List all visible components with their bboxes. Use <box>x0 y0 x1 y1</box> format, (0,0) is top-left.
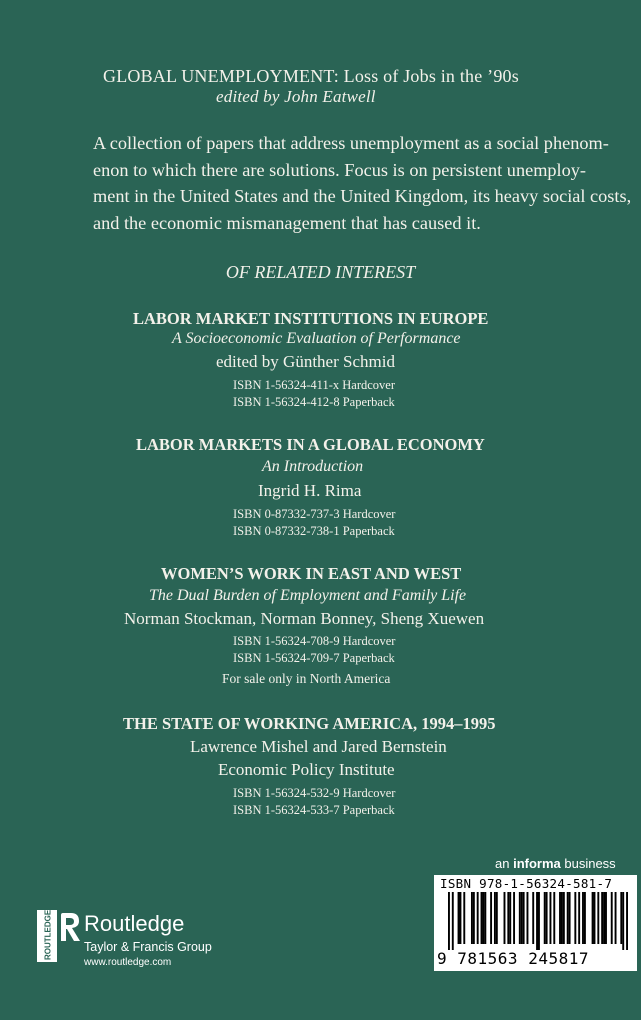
related-book-note: For sale only in North America <box>222 671 391 686</box>
barcode-bar <box>561 892 563 944</box>
barcode-bar <box>448 892 450 950</box>
barcode-bar <box>452 892 454 950</box>
related-book-title: LABOR MARKET INSTITUTIONS IN EUROPE <box>133 309 489 328</box>
barcode-bar <box>574 892 576 944</box>
description-line: and the economic mismanagement that has caused it. <box>93 212 481 233</box>
barcode-bar <box>484 892 486 944</box>
barcode-bar <box>482 892 484 944</box>
related-book-title: WOMEN’S WORK IN EAST AND WEST <box>161 564 462 583</box>
related-heading: OF RELATED INTEREST <box>225 262 416 282</box>
barcode <box>434 875 637 971</box>
barcode-bar <box>563 892 565 944</box>
book-editor: edited by John Eatwell <box>216 87 376 106</box>
barcode-bar <box>603 892 605 944</box>
related-book-isbn-hardcover: ISBN 1-56324-708-9 Hardcover <box>233 634 396 648</box>
barcode-bar <box>513 892 515 944</box>
barcode-bar <box>481 892 483 944</box>
barcode-bar <box>615 892 617 944</box>
related-book-isbn-paperback: ISBN 1-56324-709-7 Paperback <box>233 651 395 665</box>
barcode-bar <box>601 892 603 944</box>
description-line: ment in the United States and the United Kingdom, its heavy social costs, <box>93 186 632 206</box>
related-book-credit: edited by Günther Schmid <box>216 352 395 371</box>
publisher-name: Routledge <box>84 911 185 936</box>
barcode-bars <box>448 892 628 950</box>
barcode-bar <box>509 892 511 944</box>
related-book-credit: Norman Stockman, Norman Bonney, Sheng Xuewen <box>124 609 485 628</box>
related-book-isbn-hardcover: ISBN 1-56324-532-9 Hardcover <box>233 786 396 800</box>
barcode-bar <box>544 892 546 944</box>
barcode-bar <box>523 892 525 944</box>
barcode-bar <box>458 892 460 944</box>
related-book-subtitle: An Introduction <box>262 458 364 475</box>
barcode-bar <box>546 892 548 944</box>
barcode-bar <box>597 892 599 944</box>
routledge-vertical-mark: ROUTLEDGE <box>43 910 53 960</box>
barcode-bar <box>507 892 509 944</box>
barcode-bar <box>578 892 580 944</box>
related-book-title: LABOR MARKETS IN A GLOBAL ECONOMY <box>136 435 485 454</box>
barcode-bar <box>582 892 584 944</box>
book-title: GLOBAL UNEMPLOYMENT: Loss of Jobs in the ’90s <box>103 66 519 86</box>
informa-prefix: an <box>495 856 514 871</box>
barcode-bar <box>567 892 569 944</box>
barcode-digits: 9 781563 245817 <box>437 949 589 968</box>
barcode-bar <box>521 892 523 944</box>
barcode-bar <box>490 892 492 944</box>
barcode-bar <box>549 892 551 944</box>
related-book-isbn-paperback: ISBN 1-56324-533-7 Paperback <box>233 803 395 817</box>
related-book-credit: Lawrence Mishel and Jared Bernstein <box>190 737 447 756</box>
barcode-bar <box>538 892 540 950</box>
routledge-r-icon <box>58 911 82 948</box>
barcode-bar <box>463 892 465 944</box>
barcode-bar <box>611 892 613 944</box>
book-description <box>93 130 632 236</box>
barcode-bar <box>532 892 534 944</box>
related-book-subtitle: A Socioeconomic Evaluation of Performance <box>172 330 461 347</box>
barcode-bar <box>569 892 571 944</box>
related-book-title: THE STATE OF WORKING AMERICA, 1994–1995 <box>123 714 496 733</box>
related-book-isbn-paperback: ISBN 0-87332-738-1 Paperback <box>233 524 395 538</box>
barcode-bar <box>459 892 461 944</box>
related-book-isbn-hardcover: ISBN 0-87332-737-3 Hardcover <box>233 507 396 521</box>
barcode-bar <box>605 892 607 944</box>
related-book-credit-2: Economic Policy Institute <box>218 760 395 779</box>
barcode-bar <box>473 892 475 944</box>
related-book-credit: Ingrid H. Rima <box>258 481 362 500</box>
related-book-isbn-hardcover: ISBN 1-56324-411-x Hardcover <box>233 378 395 392</box>
barcode-bar <box>620 892 622 944</box>
barcode-bar <box>504 892 506 944</box>
barcode-bar <box>536 892 538 950</box>
barcode-bar <box>477 892 479 944</box>
barcode-bar <box>626 892 628 950</box>
publisher-group: Taylor & Francis Group <box>84 940 212 954</box>
barcode-bar <box>592 892 594 944</box>
barcode-bar <box>553 892 555 944</box>
publisher-url: www.routledge.com <box>84 957 172 968</box>
routledge-logo-icon <box>37 910 57 962</box>
informa-brand: informa <box>513 856 561 871</box>
barcode-bar <box>527 892 529 944</box>
informa-suffix: business <box>560 856 616 871</box>
barcode-bar <box>471 892 473 944</box>
barcode-bar <box>584 892 586 944</box>
barcode-bar <box>519 892 521 944</box>
barcode-bar <box>494 892 496 944</box>
description-line: enon to which there are solutions. Focus is on persistent unemploy- <box>93 159 587 180</box>
barcode-bar <box>622 892 624 950</box>
barcode-bar <box>496 892 498 944</box>
barcode-bar <box>559 892 561 944</box>
barcode-bar <box>594 892 596 944</box>
informa-tagline <box>495 856 616 871</box>
barcode-isbn: ISBN 978-1-56324-581-7 <box>440 876 613 891</box>
related-book-isbn-paperback: ISBN 1-56324-412-8 Paperback <box>233 395 395 409</box>
related-book-subtitle: The Dual Burden of Employment and Family Life <box>149 587 467 604</box>
description-line: A collection of papers that address unemployment as a social phenom- <box>93 133 609 153</box>
